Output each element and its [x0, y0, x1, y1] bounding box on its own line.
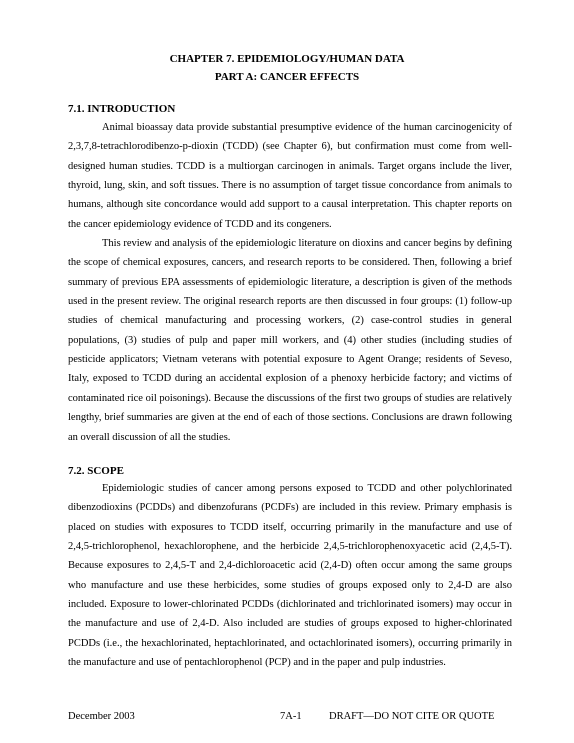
footer-page-number: 7A-1	[280, 711, 302, 722]
section-heading-scope: 7.2. SCOPE	[68, 465, 124, 477]
part-title: PART A: CANCER EFFECTS	[214, 71, 360, 83]
chapter-title: CHAPTER 7. EPIDEMIOLOGY/HUMAN DATA	[169, 53, 405, 65]
paragraph: Epidemiologic studies of cancer among persons exposed to TCDD and other polychlorinated dibenzodioxins (PCDDs) and dibenzofurans (PCDFs) are included in this review. Primary emphasis is placed on studies with exposures to TCDD itself, occurring primarily in the manufacture and use of 2,4,5-trichlorophenol, hexachlorophene, and the herbicide 2,4,5-trichlorophenoxyacetic acid (2,4,5-T). Because exposures to 2,4,5-T and 2,4-dichloroacetic acid (2,4-D) often occur among the same groups who manufacture and use these herbicides, some studies of groups exposed only to 2,4-D are also included. Exposure to lower-chlorinated PCDDs (dichlorinated and trichlorinated isomers) may occur in the manufacture and use of 2,4-D. Also included are studies of groups exposed to higher-chlorinated PCDDs (i.e., the hexachlorinated, heptachlorinated, and octachlorinated isomers), occurring primarily in the manufacture and use of pentachlorophenol (PCP) and in the paper and pulp industries.	[68, 483, 512, 669]
section-heading-introduction: 7.1. INTRODUCTION	[68, 103, 176, 115]
footer-date: December 2003	[68, 711, 135, 722]
introduction-body	[68, 118, 512, 447]
footer-draft-notice: DRAFT—DO NOT CITE OR QUOTE	[329, 711, 495, 722]
paragraph: This review and analysis of the epidemiologic literature on dioxins and cancer begins by defining the scope of chemical exposures, cancers, and research reports to be considered. Then, following a brief summary of previous EPA assessments of epidemiologic literature, a description is given of the methods used in the present review. The original research reports are then discussed in four groups: (1) follow-up studies of chemical manufacturing and processing workers, (2) case-control studies in general populations, (3) studies of pulp and paper mill workers, and (4) other studies (including studies of pesticide applicators; Vietnam veterans with potential exposure to Agent Orange; residents of Seveso, Italy, exposed to TCDD during an accidental explosion of a phenoxy herbicide factory; and victims of contaminated rice oil poisonings). Because the discussions of the first two groups of studies are relatively lengthy, brief summaries are given at the end of each of those sections. Conclusions are drawn following an overall discussion of all the studies.	[68, 238, 512, 443]
scope-body	[68, 479, 512, 672]
paragraph: Animal bioassay data provide substantial presumptive evidence of the human carcinogenicity of 2,3,7,8-tetrachlorodibenzo-p-dioxin (TCDD) (see Chapter 6), but confirmation must come from well-designed human studies. TCDD is a multiorgan carcinogen in animals. Target organs include the liver, thyroid, lung, skin, and soft tissues. There is no assumption of target tissue concordance from animals to humans, although site concordance would add support to a causal interpretation. This chapter reports on the cancer epidemiology evidence of TCDD and its congeners.	[68, 122, 512, 230]
